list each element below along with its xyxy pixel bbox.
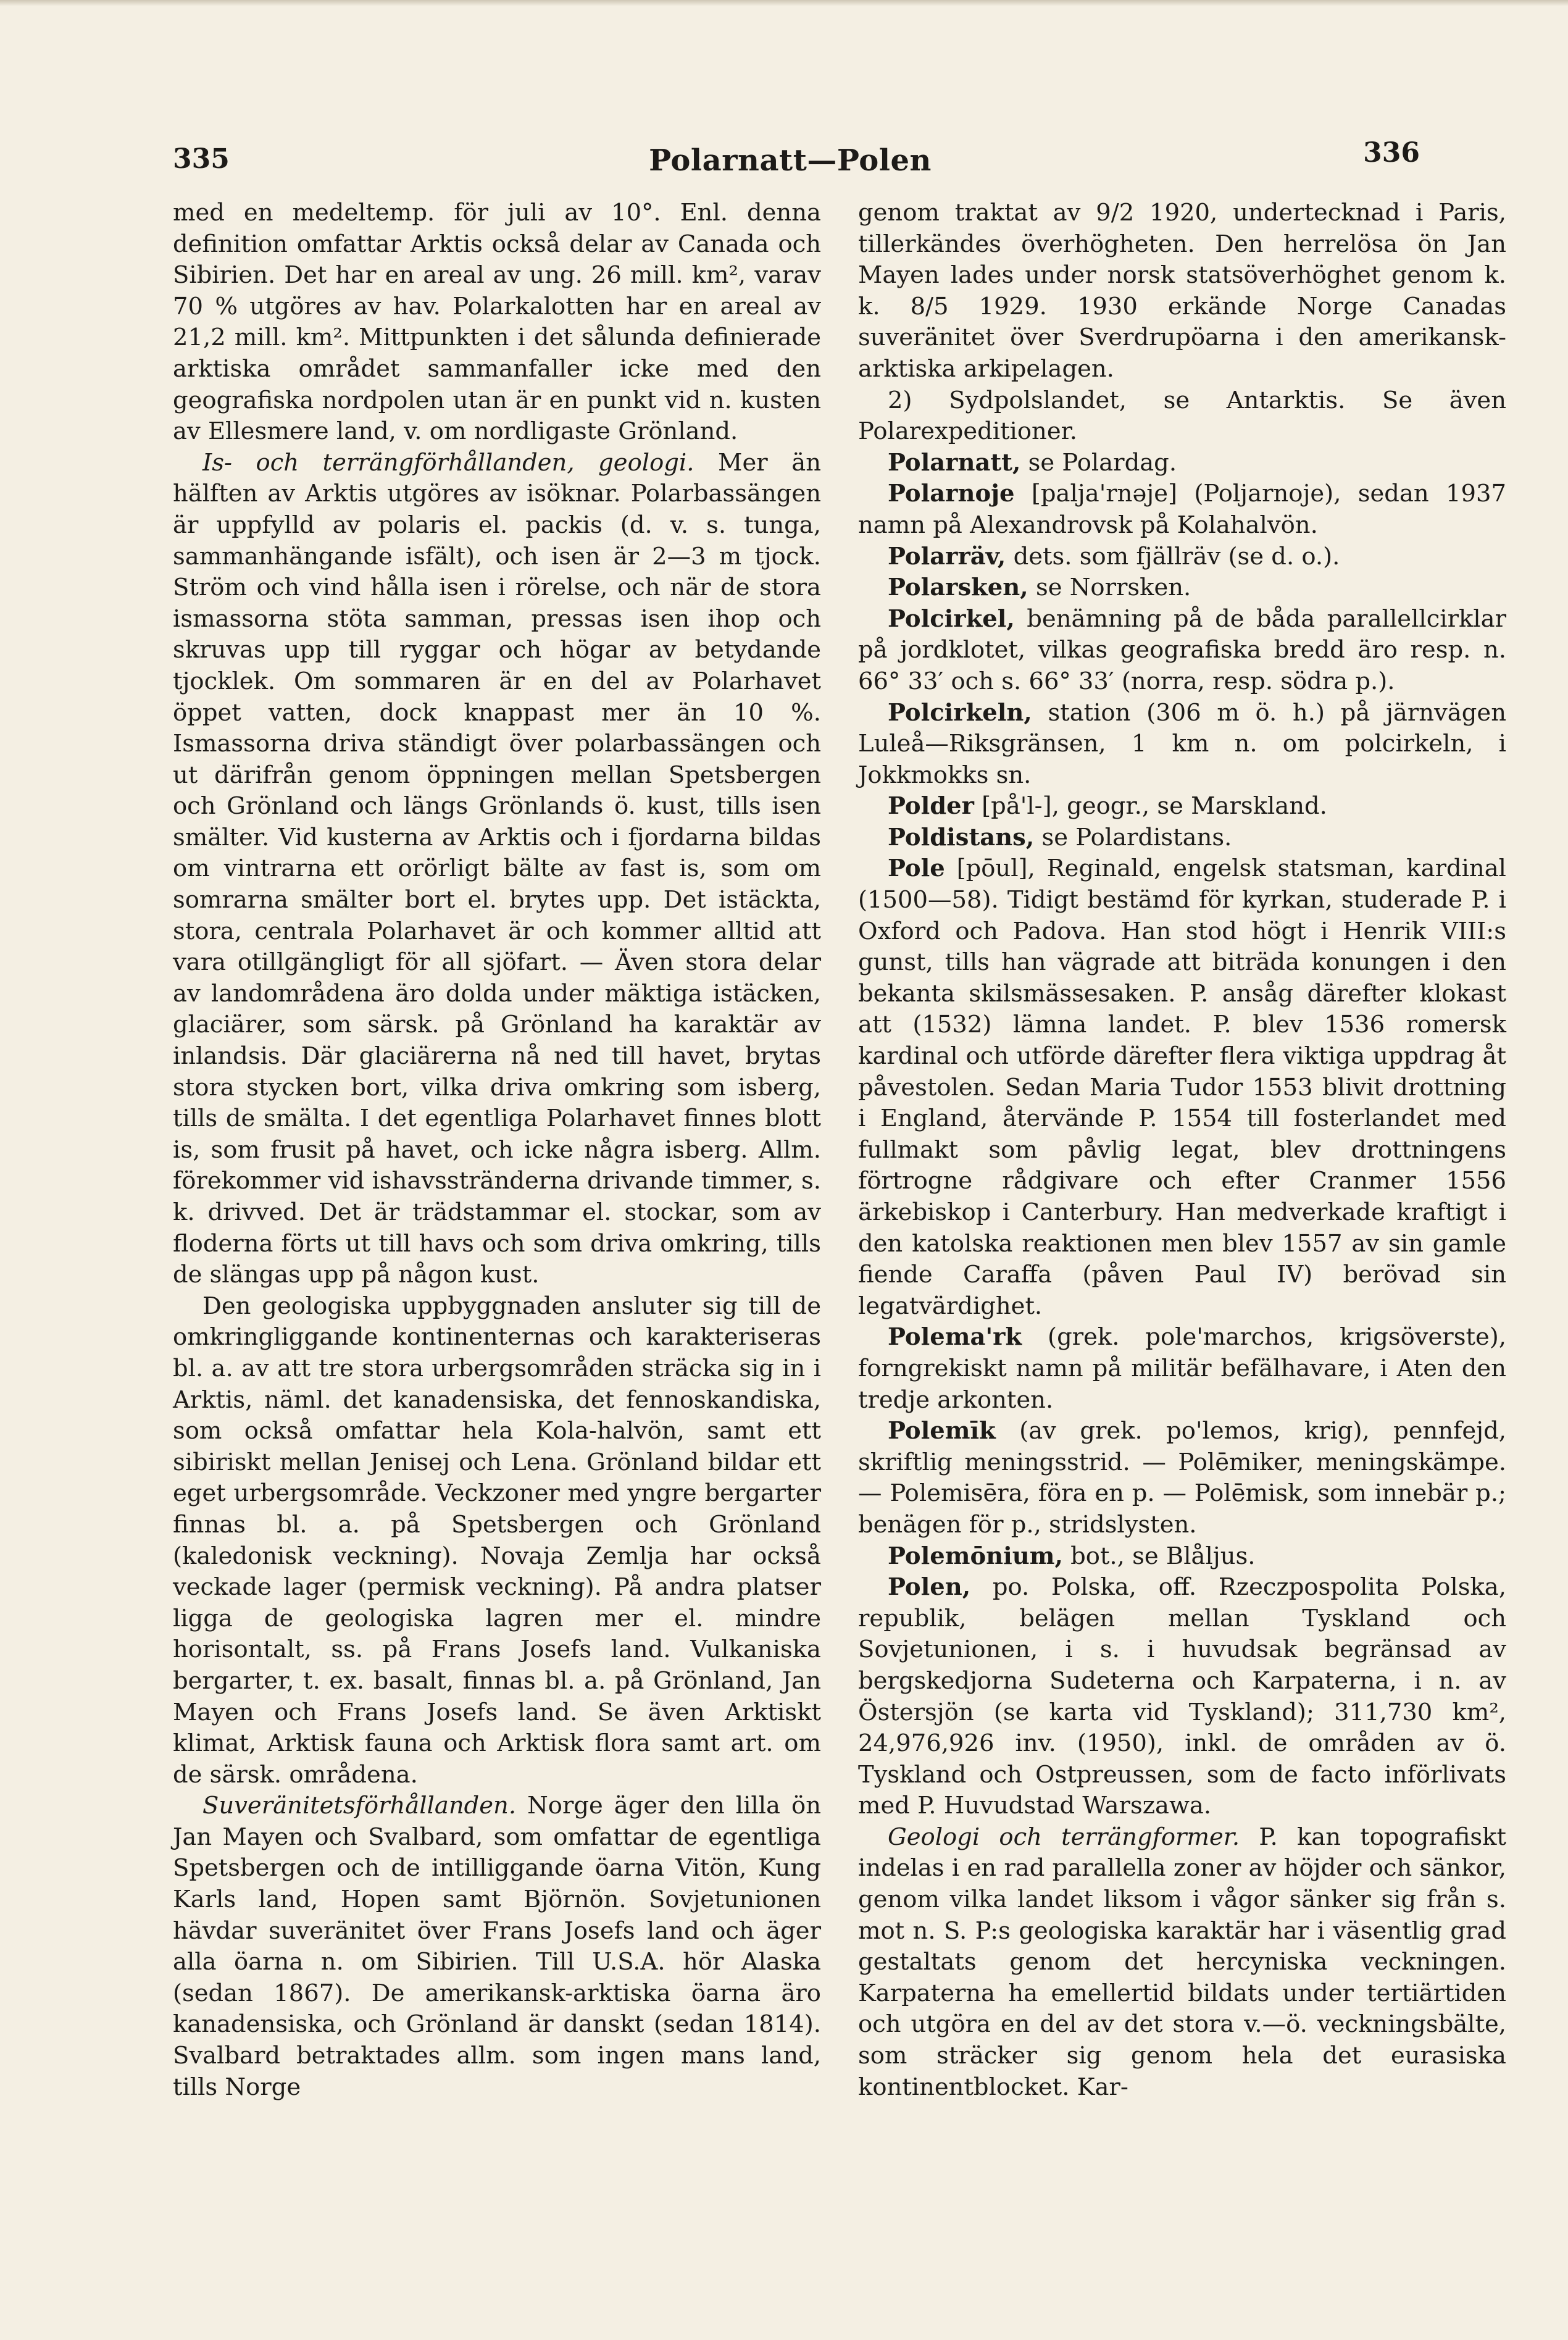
entry-headword: Polcirkel, xyxy=(888,604,1015,633)
page-number-right: 336 xyxy=(1363,137,1420,169)
dictionary-entry xyxy=(858,1322,1506,1416)
paragraph-text: Norge äger den lilla ön Jan Mayen och Svalbard, som omfattar de egentliga Spetsbergen och de intilliggande öarna Vitön, Kung Karls land, Hopen samt Björnön. Sovjetunionen hävdar suveränitet över Frans Josefs land och äger alla öarna n. om Sibirien. Till U.S.A. hör Alaska (sedan 1867). De amerikansk-arktiska öarna äro kanadensiska, och Grönland är danskt (sedan 1814). Svalbard betraktades allm. som ingen mans land, tills Norge xyxy=(173,1792,821,2101)
running-title: Polarnatt—Polen xyxy=(649,143,932,178)
dictionary-entry xyxy=(858,541,1506,573)
paragraph-text: med en medeltemp. för juli av 10°. Enl. denna definition omfattar Arktis också delar av Canada och Sibirien. Det har en areal av ung. 26 mill. km², varav 70 % utgöres av hav. Polarkalotten har en areal av 21,2 mill. km². Mittpunkten i det sålunda definierade arktiska området sammanfaller icke med den geografiska nordpolen utan är en punkt vid n. kusten av Ellesmere land, v. om nordligaste Grönland. xyxy=(173,199,821,446)
page-header xyxy=(173,137,1420,193)
section-heading: Geologi och terrängformer. xyxy=(888,1823,1240,1851)
section-paragraph xyxy=(858,1822,1506,2103)
page-number-left: 335 xyxy=(173,143,230,175)
right-column xyxy=(858,198,1506,2103)
dictionary-entry xyxy=(858,604,1506,698)
paragraph xyxy=(858,198,1506,385)
paragraph-text: 2) Sydpolslandet, se Antarktis. Se även Polarexpeditioner. xyxy=(858,386,1506,446)
paragraph xyxy=(858,385,1506,448)
entry-text: bot., se Blåljus. xyxy=(1062,1542,1256,1570)
entry-text: [på'l-], geogr., se Marskland. xyxy=(974,792,1327,821)
entry-headword: Polema'rk xyxy=(888,1323,1022,1352)
dictionary-entry xyxy=(858,1572,1506,1822)
dictionary-entry xyxy=(858,822,1506,854)
entry-text: se Polardag. xyxy=(1020,448,1177,477)
entry-text: se Norrsken. xyxy=(1028,574,1191,602)
entry-headword: Polcirkeln, xyxy=(888,698,1032,727)
section-heading: Suveränitetsförhållanden. xyxy=(202,1792,517,1820)
left-column xyxy=(173,198,821,2103)
entry-headword: Polemīk xyxy=(888,1417,996,1445)
entry-text: (grek. pole'marchos, krigsöverste), forngrekiskt namn på militär befälhavare, i Aten den tredje arkonten. xyxy=(858,1323,1506,1414)
entry-text: po. Polska, off. Rzeczpospolita Polska, republik, belägen mellan Tyskland och Sovjetunionen, i s. i huvudsak begränsad av bergskedjorna Sudeterna och Karpaterna, i n. av Östersjön (se karta vid Tyskland); 311,730 km², 24,976,926 inv. (1950), inkl. de områden av ö. Tyskland och Ostpreussen, som de facto införlivats med P. Huvudstad Warszawa. xyxy=(858,1573,1506,1820)
entry-text: (av grek. po'lemos, krig), pennfejd, skriftlig meningsstrid. — Polēmiker, meningskämpe. — Polemisēra, föra en p. — Polēmisk, som innebär p.; benägen för p., stridslysten. xyxy=(858,1417,1506,1539)
dictionary-entry xyxy=(858,478,1506,541)
entry-text: station (306 m ö. h.) på järnvägen Luleå—Riksgränsen, 1 km n. om polcirkeln, i Jokkmokks sn. xyxy=(858,698,1506,789)
dictionary-entry xyxy=(858,698,1506,792)
dictionary-entry xyxy=(858,1416,1506,1540)
paragraph xyxy=(173,1291,821,1791)
dictionary-entry xyxy=(858,853,1506,1322)
entry-text: [pōul], Reginald, engelsk statsman, kardinal (1500—58). Tidigt bestämd för kyrkan, studerade P. i Oxford och Padova. Han stod högt i Henrik VIII:s gunst, tills han vägrade att biträda konungen i den bekanta skilsmässesaken. P. ansåg därefter klokast att (1532) lämna landet. P. blev 1536 romersk kardinal och utförde därefter flera viktiga uppdrag åt påvestolen. Sedan Maria Tudor 1553 blivit drottning i England, återvände P. 1554 till fosterlandet med fullmakt som påvlig legat, blev drottningens förtrogne rådgivare och efter Cranmer 1556 ärkebiskop i Canterbury. Han medverkade kraftigt i den katolska reaktionen men blev 1557 av sin gamle fiende Caraffa (påven Paul IV) berövad sin legatvärdighet. xyxy=(858,855,1506,1320)
entry-headword: Polemōnium, xyxy=(888,1542,1063,1570)
dictionary-entry xyxy=(858,448,1506,479)
section-paragraph xyxy=(173,1791,821,2103)
entry-headword: Polder xyxy=(888,792,974,821)
page-edge xyxy=(0,0,1568,6)
entry-text: dets. som fjällräv (se d. o.). xyxy=(1006,542,1340,570)
entry-headword: Pole xyxy=(888,855,945,883)
dictionary-entry xyxy=(858,572,1506,604)
paragraph xyxy=(173,198,821,448)
section-paragraph xyxy=(173,448,821,1291)
entry-headword: Polarsken, xyxy=(888,574,1028,602)
entry-headword: Polen, xyxy=(888,1573,971,1602)
paragraph-text: Den geologiska uppbyggnaden ansluter sig till de omkringliggande kontinenternas och karakteriseras bl. a. av att tre stora urbergsområden sträcka sig in i Arktis, näml. det kanadensiska, det fennoskandiska, som också omfattar hela Kola-halvön, samt ett sibiriskt mellan Jenisej och Lena. Grönland bildar ett eget urbergsområde. Veckzoner med yngre bergarter finnas bl. a. på Spetsbergen och Grönland (kaledonisk veckning). Novaja Zemlja har också veckade lager (permisk veckning). På andra platser ligga de geologiska lagren mer el. mindre horisontalt, ss. på Frans Josefs land. Vulkaniska bergarter, t. ex. basalt, finnas bl. a. på Grönland, Jan Mayen och Frans Josefs land. Se även Arktiskt klimat, Arktisk fauna och Arktisk flora samt art. om de särsk. områdena. xyxy=(173,1292,821,1789)
dictionary-entry xyxy=(858,791,1506,822)
paragraph-text: genom traktat av 9/2 1920, undertecknad i Paris, tillerkändes överhögheten. Den herrelösa ön Jan Mayen lades under norsk statsöverhöghet genom k. k. 8/5 1929. 1930 erkände Norge Canadas suveränitet över Sverdrupöarna i den amerikansk-arktiska arkipelagen. xyxy=(858,199,1506,383)
paragraph-text: Mer än hälften av Arktis utgöres av isöknar. Polarbassängen är uppfylld av polaris el. packis (d. v. s. tunga, sammanhängande isfält), och isen är 2—3 m tjock. Ström och vind hålla isen i rörelse, och när de stora ismassorna stöta samman, pressas isen ihop och skruvas upp till ryggar och högar av betydande tjocklek. Om sommaren är en del av Polarhavet öppet vatten, dock knappast mer än 10 %. Ismassorna driva ständigt över polarbassängen och ut därifrån genom öppningen mellan Spetsbergen och Grönland och längs Grönlands ö. kust, tills isen smälter. Vid kusterna av Arktis och i fjordarna bildas om vintrarna ett orörligt bälte av fast is, som om somrarna smälter bort el. brytes upp. Det istäckta, stora, centrala Polarhavet är och kommer alltid att vara otillgängligt för all sjöfart. — Även stora delar av landområdena äro dolda under mäktiga istäcken, glaciärer, som särsk. på Grönland ha karaktär av inlandsis. Där glaciärerna nå ned till havet, brytas stora stycken bort, vilka driva omkring som isberg, tills de smälta. I det egentliga Polarhavet finnes blott is, som frusit på havet, och icke några isberg. Allm. förekommer vid ishavsstränderna drivande timmer, s. k. drivved. Det är trädstammar el. stockar, som av floderna förts ut till havs och som driva omkring, tills de slängas upp på någon kust. xyxy=(173,448,821,1289)
dictionary-entry xyxy=(858,1541,1506,1573)
entry-headword: Poldistans, xyxy=(888,823,1035,851)
entry-text: se Polardistans. xyxy=(1034,823,1232,851)
section-heading: Is- och terrängförhållanden, geologi. xyxy=(202,448,694,477)
entry-text: benämning på de båda parallellcirklar på jordklotet, vilkas geografiska bredd äro resp. n. 66° 33′ och s. 66° 33′ (norra, resp. södra p.). xyxy=(858,604,1506,695)
entry-headword: Polarnatt, xyxy=(888,448,1021,477)
entry-headword: Polarräv, xyxy=(888,542,1006,570)
entry-headword: Polarnoje xyxy=(888,480,1015,508)
paragraph-text: P. kan topografiskt indelas i en rad parallella zoner av höjder och sänkor, genom vilka landet liksom i vågor sänker sig från s. mot n. S. P:s geologiska karaktär har i väsentlig grad gestaltats genom det hercyniska veckningen. Karpaterna ha emellertid bildats under tertiärtiden och utgöra en del av det stora v.—ö. veckningsbälte, som sträcker sig genom hela det eurasiska kontinentblocket. Kar- xyxy=(858,1823,1506,2101)
entry-text: [palja'rnəje] (Poljarnoje), sedan 1937 namn på Alexandrovsk på Kolahalvön. xyxy=(858,480,1506,539)
